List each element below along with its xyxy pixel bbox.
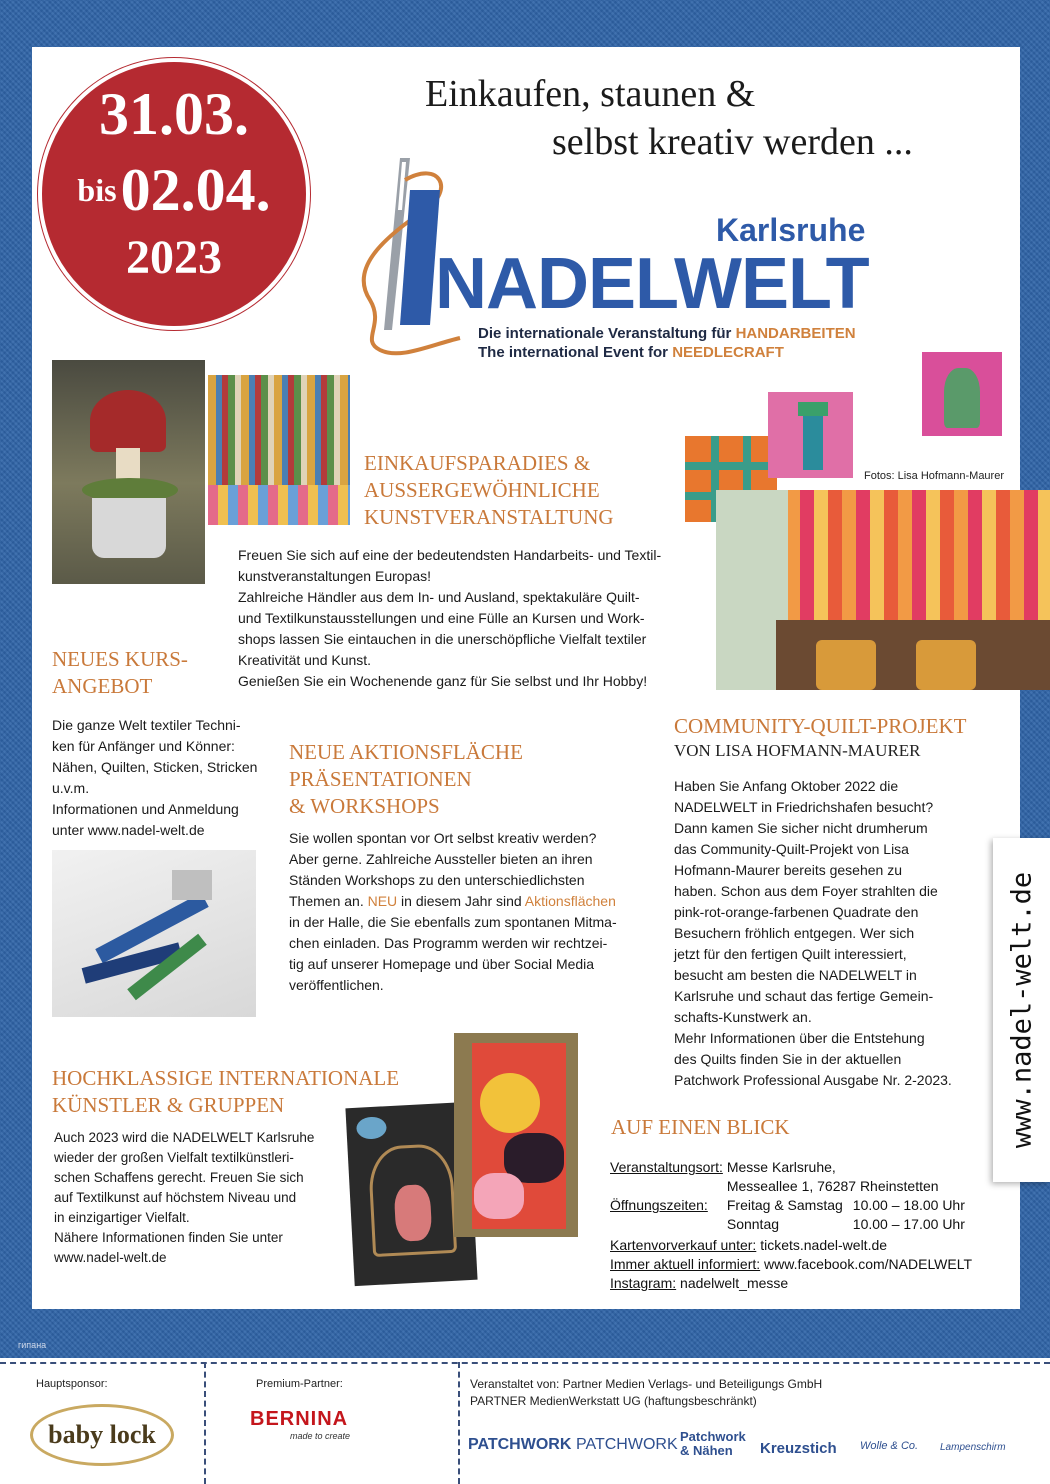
brand-lampenschirm[interactable]: Lampenschirm: [940, 1442, 1006, 1453]
venue-label: Veranstaltungsort:: [610, 1159, 723, 1175]
date-end: 02.04.: [120, 157, 271, 223]
hours-label: Öffnungszeiten:: [610, 1197, 708, 1213]
quilt-square-photo-3: [922, 352, 1002, 436]
quilt-heading: COMMUNITY-QUILT-PROJEKT: [674, 714, 967, 738]
footer-divider-v1: [204, 1362, 206, 1484]
sewing-machine-photo: [52, 850, 256, 1017]
hours-day1: Freitag & Samstag: [726, 1197, 843, 1213]
brand-wolle[interactable]: Wolle & Co.: [860, 1440, 919, 1452]
hours-time1: 10.00 – 18.00 Uhr: [852, 1197, 965, 1213]
vertical-url[interactable]: www.nadel-welt.de: [1006, 871, 1037, 1149]
artists-heading: HOCHKLASSIGE INTERNATIONALE KÜNSTLER & GRUPPEN: [52, 1066, 400, 1117]
sponsor-footer: [0, 1358, 1050, 1484]
tagline-line2: selbst kreativ werden ...: [552, 121, 913, 163]
logo-city: Karlsruhe: [716, 212, 866, 248]
shopping-heading: EINKAUFSPARADIES & AUSSERGEWÖHNLICHE KUNSTVERANSTALTUNG: [364, 451, 614, 529]
hours-time2: 10.00 – 17.00 Uhr: [852, 1216, 965, 1232]
photo-credit: Fotos: Lisa Hofmann-Maurer: [864, 470, 1004, 482]
logo-subtitle-de: Die internationale Veranstaltung für HANDARBEITEN: [478, 325, 856, 342]
facebook-link[interactable]: www.facebook.com/NADELWELT: [764, 1256, 973, 1272]
tickets-link[interactable]: tickets.nadel-welt.de: [760, 1237, 888, 1253]
courses-body: Die ganze Welt textiler Techni- ken für Anfänger und Könner: Nähen, Quilten, Sticken, Stricken u.v.m. Informationen und Anmeldung unter www.nadel-welt.de: [52, 717, 258, 838]
bernina-slogan: made to create: [290, 1431, 351, 1441]
babylock-logo[interactable]: baby lock: [30, 1404, 174, 1466]
action-body: Sie wollen spontan vor Ort selbst kreativ werden? Aber gerne. Zahlreiche Aussteller bieten an ihren Ständen Workshops zu den unterschiedlichsten Themen an. NEU in diesem Jahr sind Aktionsflächen in der Halle, die Sie ebenfalls zum spontanen Mitma- chen einladen. Das Programm werden wir rechtzei- tig auf unserer Homepage und über Social Media veröffentlichen.: [289, 830, 617, 993]
quilt-square-photo-2: [768, 392, 853, 478]
bernina-logo[interactable]: BERNINA: [250, 1408, 349, 1430]
organizer-text: Veranstaltet von: Partner Medien Verlags- und Beteiligungs GmbH PARTNER MedienWerkstatt UG (haftungsbeschränkt): [470, 1377, 823, 1408]
glance-links: Kartenvorverkauf unter: tickets.nadel-welt.de Immer aktuell informiert: www.facebook.com/NADELWELT Instagram: nadelwelt_messe: [610, 1237, 973, 1291]
fabric-shop-photo: [208, 375, 350, 525]
logo-wordmark: NADELWELT: [435, 244, 869, 324]
footer-divider-v2: [458, 1362, 460, 1484]
small-mark: гипана: [18, 1340, 47, 1350]
instagram-link[interactable]: nadelwelt_messe: [680, 1275, 789, 1291]
premium-partner-label: Premium-Partner:: [256, 1378, 343, 1390]
main-sponsor-label: Hauptsponsor:: [36, 1378, 108, 1390]
date-start: 31.03.: [99, 81, 249, 147]
venue-line2: Messeallee 1, 76287 Rheinstetten: [726, 1178, 939, 1194]
logo-subtitle-en: The international Event for NEEDLECRAFT: [478, 344, 784, 361]
artwork-abstract-quilt-photo: [454, 1033, 578, 1237]
quilt-workshop-photo: [716, 490, 1050, 690]
shopping-body: Freuen Sie sich auf eine der bedeutendsten Handarbeits- und Textil- kunstveranstaltungen Europas! Zahlreiche Händler aus dem In- und Ausland, spektakuläre Quilt- und Textilkunstausstellungen und eine Fülle an Kursen und Work- shops lassen Sie eintauchen in die unerschöpfliche Vielfalt textiler Kreativität und Kunst. Genießen Sie ein Wochenende ganz für Sie selbst und Ihr Hobby!: [238, 547, 662, 689]
venue-line1: Messe Karlsruhe,: [726, 1159, 836, 1175]
quilt-subheading: VON LISA HOFMANN-MAURER: [674, 741, 921, 760]
mushroom-photo: [52, 360, 205, 584]
date-bis: bis: [77, 172, 117, 208]
quilt-body: Haben Sie Anfang Oktober 2022 die NADELWELT in Friedrichshafen besucht? Dann kamen Sie sicher nicht drumherum das Community-Quilt-Projekt von Lisa Hofmann-Maurer bereits gesehen zu haben. Schon aus dem Foyer strahlten die pink-rot-orange-farbenen Quadrate den Besuchern fröhlich entgegen. Wer sich jetzt für den fertigen Quilt interessiert, besucht am besten die NADELWELT in Karlsruhe und schaut das fertige Gemein- schafts-Kunstwerk an. Mehr Informationen über die Entstehung des Quilts finden Sie in der aktuellen Patchwork Professional Ausgabe Nr. 2-2023.: [674, 778, 952, 1088]
date-year: 2023: [126, 231, 222, 284]
tagline-line1: Einkaufen, staunen &: [425, 73, 756, 115]
footer-divider: [0, 1362, 1050, 1364]
brand-patchwork-2[interactable]: PATCHWORK: [576, 1436, 678, 1453]
date-badge: [38, 58, 310, 330]
brand-patchwork-1[interactable]: PATCHWORK: [468, 1436, 572, 1453]
brand-kreuzstich[interactable]: Kreuzstich: [760, 1440, 837, 1457]
glance-heading: AUF EINEN BLICK: [611, 1115, 790, 1139]
brand-patchwork-naehen[interactable]: Patchwork & Nähen: [680, 1429, 746, 1458]
hours-day2: Sonntag: [726, 1216, 780, 1232]
action-heading: NEUE AKTIONSFLÄCHE PRÄSENTATIONEN & WORKSHOPS: [289, 740, 523, 818]
artists-body: Auch 2023 wird die NADELWELT Karlsruhe wieder der großen Vielfalt textilkünstleri- schen Schaffens gerecht. Freuen Sie sich auf Textilkunst auf höchstem Niveau und in einzigartiger Vielfalt. Nähere Informationen finden Sie unter www.nadel-welt.de: [54, 1130, 315, 1265]
vertical-url-tag: [993, 838, 1050, 1182]
courses-heading: NEUES KURS- ANGEBOT: [52, 647, 188, 698]
glance-info-table: [610, 1158, 965, 1234]
